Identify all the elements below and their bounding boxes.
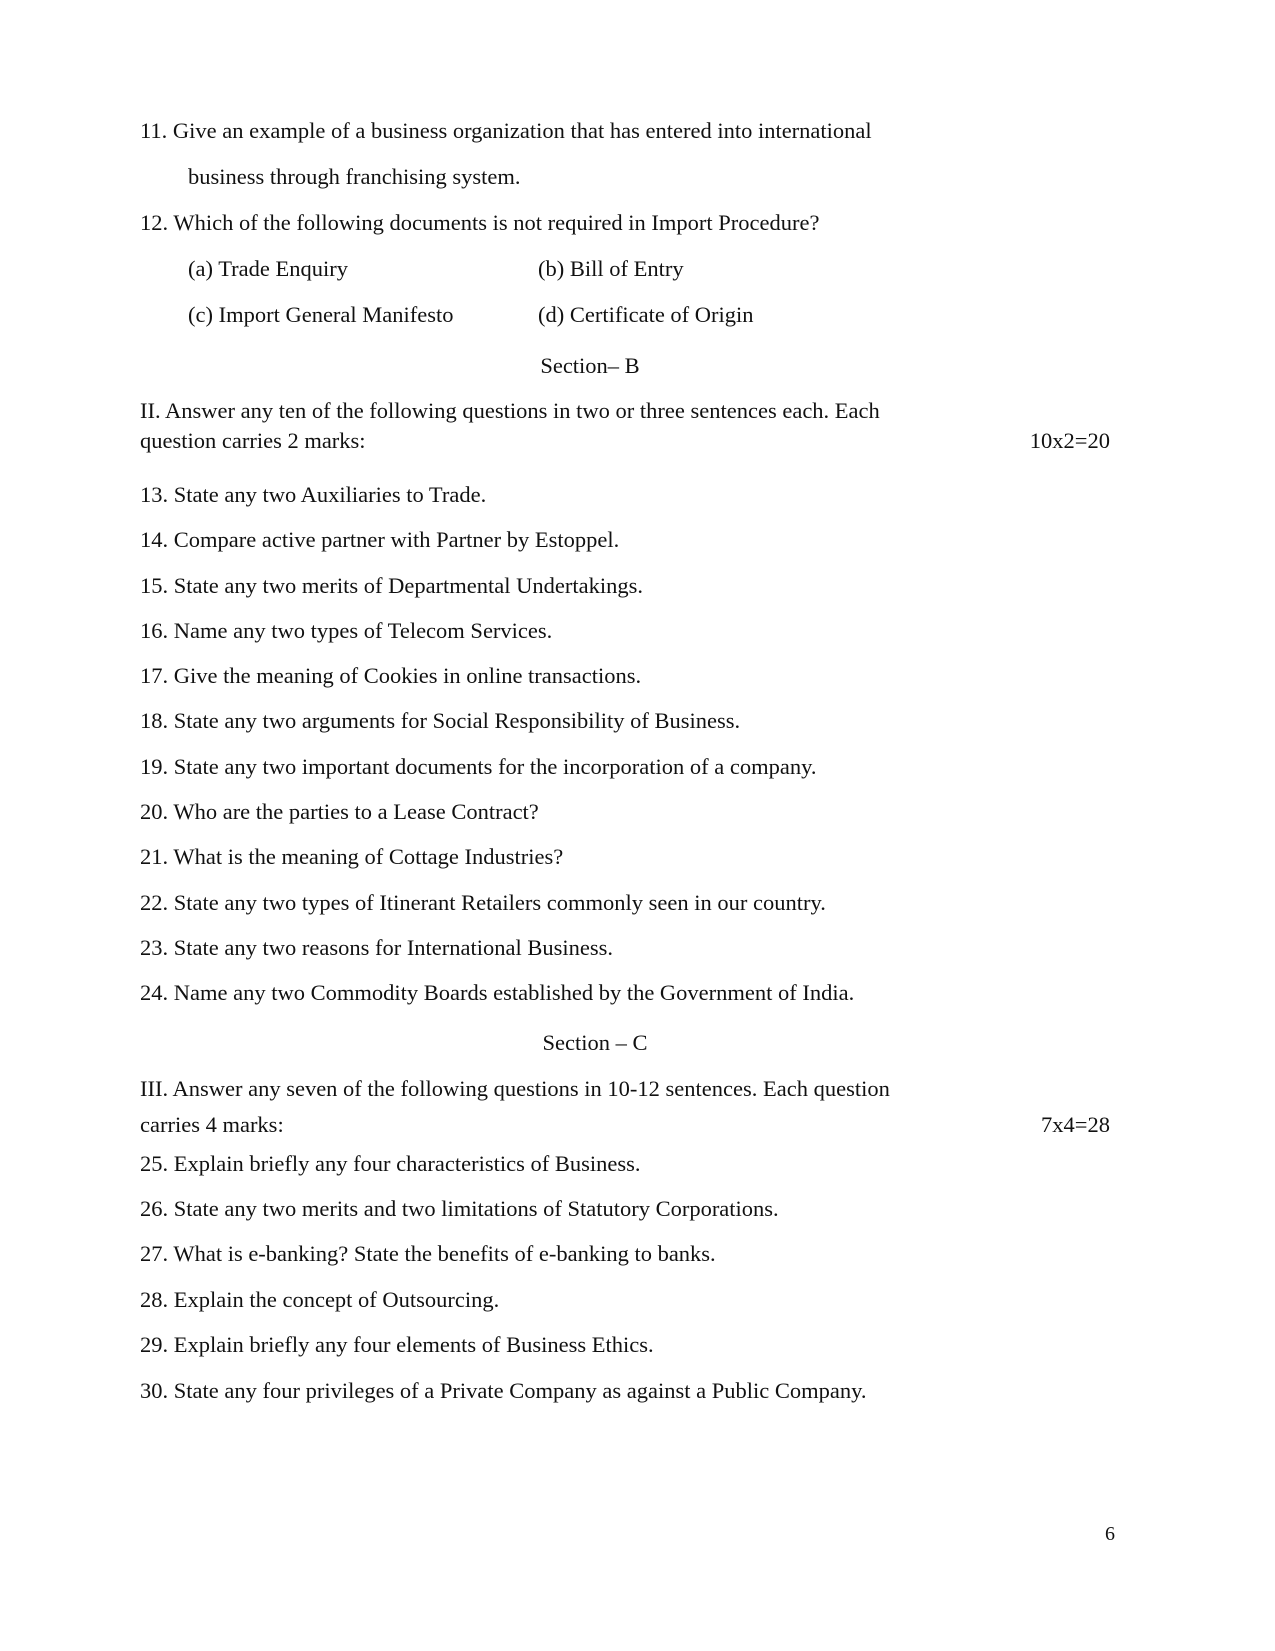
question-14: 14. Compare active partner with Partner by Estoppel. <box>140 527 620 552</box>
question-11-line-2: business through franchising system. <box>188 164 521 189</box>
section-c-marks: 7x4=28 <box>1041 1112 1110 1137</box>
question-18: 18. State any two arguments for Social Responsibility of Business. <box>140 708 741 733</box>
page-number: 6 <box>1105 1523 1115 1545</box>
question-12: 12. Which of the following documents is not required in Import Procedure? <box>140 210 820 235</box>
question-16: 16. Name any two types of Telecom Services. <box>140 618 553 643</box>
question-30: 30. State any four privileges of a Private Company as against a Public Company. <box>140 1378 867 1403</box>
question-27: 27. What is e-banking? State the benefits of e-banking to banks. <box>140 1241 716 1266</box>
option-d: (d) Certificate of Origin <box>538 302 754 327</box>
question-25: 25. Explain briefly any four characteristics of Business. <box>140 1151 641 1176</box>
section-b-instruction-line-2: question carries 2 marks: <box>140 428 366 453</box>
question-20: 20. Who are the parties to a Lease Contract? <box>140 799 539 824</box>
option-c: (c) Import General Manifesto <box>188 302 454 327</box>
question-11-line-1: 11. Give an example of a business organization that has entered into international <box>140 118 872 143</box>
question-17: 17. Give the meaning of Cookies in online transactions. <box>140 663 642 688</box>
question-23: 23. State any two reasons for International Business. <box>140 935 614 960</box>
option-b: (b) Bill of Entry <box>538 256 684 281</box>
question-24: 24. Name any two Commodity Boards established by the Government of India. <box>140 980 855 1005</box>
question-15: 15. State any two merits of Departmental Undertakings. <box>140 573 643 598</box>
question-22: 22. State any two types of Itinerant Retailers commonly seen in our country. <box>140 890 826 915</box>
question-21: 21. What is the meaning of Cottage Industries? <box>140 844 564 869</box>
question-29: 29. Explain briefly any four elements of Business Ethics. <box>140 1332 654 1357</box>
question-28: 28. Explain the concept of Outsourcing. <box>140 1287 500 1312</box>
option-a: (a) Trade Enquiry <box>188 256 348 281</box>
question-26: 26. State any two merits and two limitations of Statutory Corporations. <box>140 1196 779 1221</box>
question-13: 13. State any two Auxiliaries to Trade. <box>140 482 487 507</box>
section-b-heading: Section– B <box>540 353 640 378</box>
question-19: 19. State any two important documents for the incorporation of a company. <box>140 754 817 779</box>
section-c-instruction-line-2: carries 4 marks: <box>140 1112 284 1137</box>
section-b-instruction-line-1: II. Answer any ten of the following questions in two or three sentences each. Each <box>140 398 880 423</box>
section-c-instruction-line-1: III. Answer any seven of the following questions in 10-12 sentences. Each question <box>140 1076 890 1101</box>
section-b-marks: 10x2=20 <box>1029 428 1110 453</box>
section-c-heading: Section – C <box>542 1030 648 1055</box>
